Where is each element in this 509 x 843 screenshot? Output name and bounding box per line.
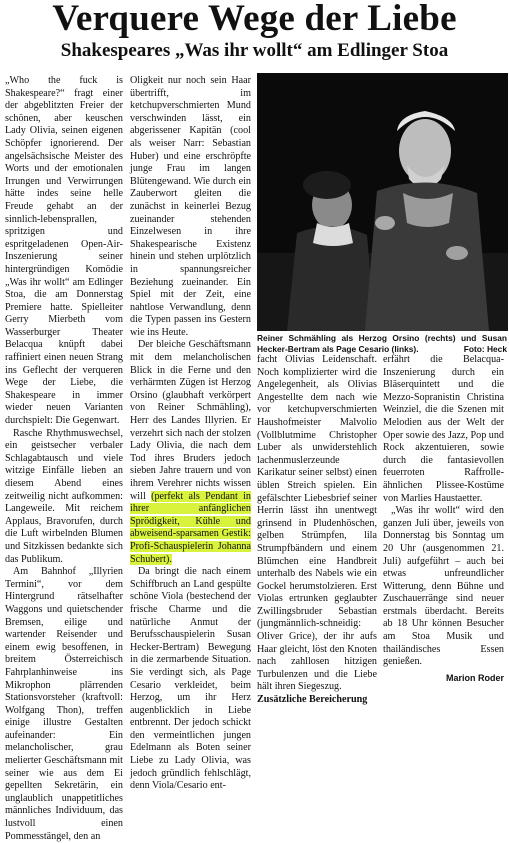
photo-caption: [257, 333, 507, 354]
article-column-1: [5, 75, 123, 842]
photo-credit: Foto: Heck: [463, 343, 507, 354]
intertitle: Zusätzliche Bereicherung: [257, 694, 368, 706]
article-column-3: [257, 354, 377, 706]
headline: Verquere Wege der Liebe: [52, 0, 457, 39]
paragraph: facht Olivias Leidenschaft. Noch komplizierter wird die Angelegenheit, als Olivias Angestellte dem nach wie vor ketchupverschmierten Haushofmeister Malvolio (Vollblutmime Christopher Luber als unwiderstehlich lachenmuslerzeunde Karikatur seiner selbst) einen üblen Streich spielen. Ein gefälschter Liebesbrief seiner Herrin lässt ihn unentwegt grinsend in Pludenhöschen, gelben Strümpfen, lila Strumpfbändern und einem Blümchen eine Handbreit unterhalb des Nabels wie ein Gockel herumstolzieren. Erst Violas ertrunken geglaubter Zwillingsbruder Sebastian (jungmännlich-schneidig: Oliver Grice), der ihr aufs Haar gleicht, löst den Knoten nach zahllosen hitzigen Turbulenzen und die Liebe hält ihren Siegeszug.: [257, 354, 377, 693]
paragraph: Am Bahnhof „Illyrien Termini“, vor dem Hintergrund rätselhafter Waggons und quietschender Bremsen, eilige und wartender Reisender und einem ewig besoffenen, in breitem Österreichisch Fahrplanhinweise ins Mikrophon plärrenden Stationsvorsteher (kraftvoll: Wolfgang Thon), treffen einige illustre Gestalten aufeinander: Ein melancholischer, grau melierter Geschäftsmann mit seiner wie aus dem Ei gepellten Sekretärin, ein unglaublich unappetitliches männliches Individuum, das lustvoll einen Pommesstängel, den an: [5, 566, 123, 842]
stage-photo: [257, 73, 508, 331]
photo-illustration: [257, 73, 508, 331]
paragraph: Oligkeit nur noch sein Haar übertrifft, im ketchupverschmierten Mund verschwinden lässt, ein abgerissener Kapitän (cool als weiser Narr: Sebastian Huber) und eine erschröpfte junge Frau im langen Blütengewand. Wie durch ein Zauberwort gleiten die zunächst in keinerlei Bezug zueinander stehenden Einzelwesen in ihre Shakespearische Existenz hinein und stehen urplötzlich in spannungsreicher Beziehung zueinander. Ein Spiel mit der Zeit, eine nahtlose Verwandlung, denn die Typen passen ins Gestern wie ins Heute.: [130, 75, 251, 338]
paragraph-text: Der bleiche Geschäftsmann mit dem melancholischen Blick in die Ferne und den verhärmten Zügen ist Herzog Orsino (glaubhaft verkörpert von Reiner Schmähling), Herr des Landes Illyrien. Er verzehrt sich nach der stolzen Lady Olivia, die nach dem Tod ihres Bruders jedoch sieben Jahre trauern und von ihrem Verehrer nichts wissen will: [130, 339, 251, 502]
article-column-2: [130, 75, 251, 792]
article-column-4: [383, 354, 504, 683]
paragraph: Rasche Rhythmuswechsel, ein geistsecher verbaler Schlagabtausch und viele witzige Einfälle lieben an diesem Abend eines zeitweilig nicht aufkommen: Langeweile. Mit reichem Applaus, Bravorufen, durch die Luft wirbelnden Blumen und Sitzkissen bedankte sich das Publikum.: [5, 427, 123, 565]
caption-text: Reiner Schmähling als Herzog Orsino (rechts) und Susan Hecker-Bertram als Page Cesario (links).: [257, 333, 507, 354]
highlighted-passage: (perfekt als Pendant in ihrer anfänglichen Sprödigkeit, Kühle und abweisend-sparsamen Gestik: Profi-Schauspielerin Johanna Schubert).: [130, 490, 251, 565]
paragraph: „Was ihr wollt“ wird den ganzen Juli über, jeweils von Donnerstag bis Sonntag um 20 Uhr (ausgenommen 21. Juli) aufgeführt – auch bei etwas unfreundlicher Witterung, denn Bühne und Zuschauerränge sind neuer erstmals überdacht. Bereits ab 18 Uhr können Besucher am Stoa Musik und thailändisches Essen genießen.: [383, 505, 504, 668]
author-byline: Marion Roder: [445, 672, 504, 683]
paragraph: Da bringt die nach einem Schiffbruch an Land gespülte schöne Viola (bestechend der frische Charme und die natürliche Anmut der Berufsschauspielerin Susan Hecker-Bertram) Bewegung in die zermarbende Situation. Sie verdingt sich, als Page Cesario verkleidet, beim Herzog, um ihr Herz augenblicklich in Liebe entbrennt. Der jedoch schickt den vermeintlichen jungen Edelmann als Boten seiner Liebe zu Lady Olivia, was jedoch gründlich fehlschlägt, denn Viola/Cesario ent-: [130, 566, 251, 792]
paragraph-with-highlight: [130, 339, 251, 566]
paragraph: erfährt die Belacqua-Inszenierung durch ein Bläserquintett und die Mezzo-Sopranistin Christina Weinziel, die die Szenen mit Melodien aus der Welt der Oper sowie des Jazz, Pop und Rock akzentuieren, sowie durch die fantasievollen feuerroten Raffrolle-ähnlichen Plissee-Kostüme von Marlies Haustaetter.: [383, 354, 504, 504]
subheadline: Shakespeares „Was ihr wollt“ am Edlinger Stoa: [60, 40, 449, 61]
paragraph: „Who the fuck is Shakespeare?“ fragt einer der abgeblitzten Freier der schönen, aber keuschen Lady Olivia, seinen eigenen Schöpfer ignorierend. Der angelsächsische Meister des Worts und der emotionalen Irrungen und Verwirrungen hätte indes seine helle Freude gehabt an der sinnlich-lebensprallen, spritzigen und espritgeladenen Open-Air-Inszenierung seiner hintergründigen Komödie „Was ihr wollt“ am Edlinger Stoa, die am Donnerstag Premiere hatte. Spielleiter Gerry Mierbeth vom Wasserburger Theater Belacqua knüpft dabei raffiniert einen neuen Strang ins Geflecht der verqueren Wege der Liebe, die Shakespeare in immer wieder neuen Varianten durchspielt: Die Gegenwart.: [5, 75, 123, 427]
